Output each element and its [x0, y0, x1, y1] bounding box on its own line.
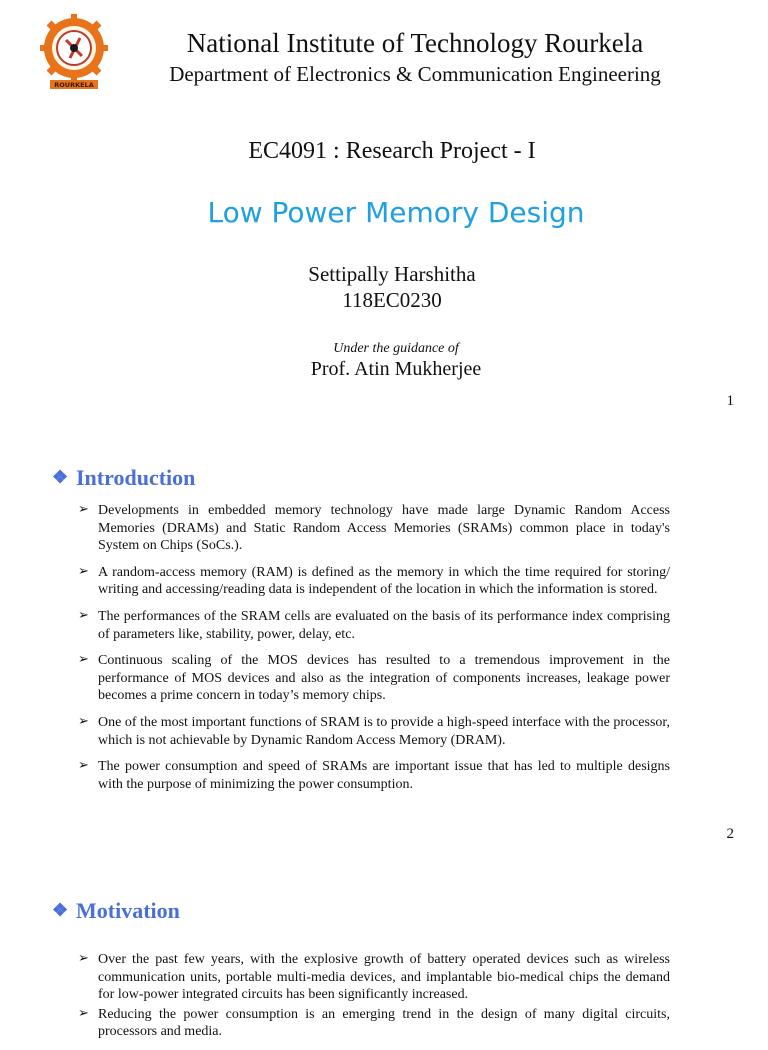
list-item — [78, 502, 670, 555]
list-item — [78, 714, 670, 749]
list-item-text: Developments in embedded memory technology have made large Dynamic Random Access Memories (DRAMs) and Static Random Access Memories (SRAMs) common place in today's System on Chips (SoCs.). — [98, 503, 670, 554]
list-item — [78, 758, 670, 793]
diamond-four-icon: ❖ — [52, 900, 69, 920]
arrowhead-icon: ➢ — [78, 758, 89, 774]
motivation-list — [78, 951, 670, 1050]
diamond-four-icon: ❖ — [52, 467, 69, 487]
section-title: Introduction — [76, 465, 196, 490]
arrowhead-icon: ➢ — [78, 502, 89, 517]
list-item — [78, 951, 670, 1004]
guidance-label: Under the guidance of — [333, 341, 459, 356]
list-item — [78, 564, 670, 599]
nit-rourkela-logo — [36, 14, 112, 90]
author-name: Settipally Harshitha — [308, 262, 476, 286]
section-title: Motivation — [76, 898, 180, 923]
list-item-text: One of the most important functions of SRAM is to provide a high-speed interface with the processor, which is not achievable by Dynamic Random Access Memory (DRAM). — [98, 714, 670, 748]
arrowhead-icon: ➢ — [78, 713, 89, 729]
list-item-text: Reducing the power consumption is an emerging trend in the design of many digital circuits, processors and media. — [98, 1006, 670, 1040]
arrowhead-icon: ➢ — [78, 563, 89, 579]
arrowhead-icon: ➢ — [78, 607, 89, 623]
page-number: 2 — [726, 826, 734, 842]
department-name: Department of Electronics & Communication Engineering — [169, 62, 661, 86]
guide-name: Prof. Atin Mukherjee — [310, 358, 482, 380]
list-item-text: The performances of the SRAM cells are evaluated on the basis of its performance index comprising of parameters like, stability, power, delay, etc. — [98, 608, 670, 642]
list-item-text: The power consumption and speed of SRAMs are important issue that has led to multiple designs with the purpose of minimizing the power consumption. — [98, 759, 670, 792]
section-heading-introduction — [52, 465, 195, 491]
arrowhead-icon: ➢ — [78, 1005, 89, 1021]
list-item — [78, 608, 670, 643]
section-heading-motivation — [52, 898, 180, 924]
gear-icon — [40, 14, 108, 82]
introduction-list — [78, 502, 670, 802]
list-item — [78, 652, 670, 705]
list-item — [78, 1006, 670, 1041]
list-item-text: A random-access memory (RAM) is defined as the memory in which the time required for storing/ writing and accessing/reading data is independent of the location in which the information is stored. — [98, 564, 670, 598]
page-number: 1 — [726, 393, 734, 409]
arrowhead-icon: ➢ — [78, 951, 89, 966]
project-title: Low Power Memory Design — [207, 196, 585, 229]
institute-name: National Institute of Technology Rourkela — [186, 28, 644, 58]
course-code: EC4091 : Research Project - I — [248, 138, 536, 164]
list-item-text: Over the past few years, with the explosive growth of battery operated devices such as wireless communication units, portable multi-media devices, and implantable bio-medical chips the demand for low-power integrated circuits has been significantly increased. — [98, 952, 670, 1003]
arrowhead-icon: ➢ — [78, 652, 89, 668]
roll-number: 118EC0230 — [342, 288, 442, 312]
logo-text: ROURKELA — [54, 81, 94, 89]
list-item-text: Continuous scaling of the MOS devices has resulted to a tremendous improvement in the performance of MOS devices and also as the integration of components increases, leakage power becomes a prime concern in today’s memory chips. — [98, 653, 670, 704]
